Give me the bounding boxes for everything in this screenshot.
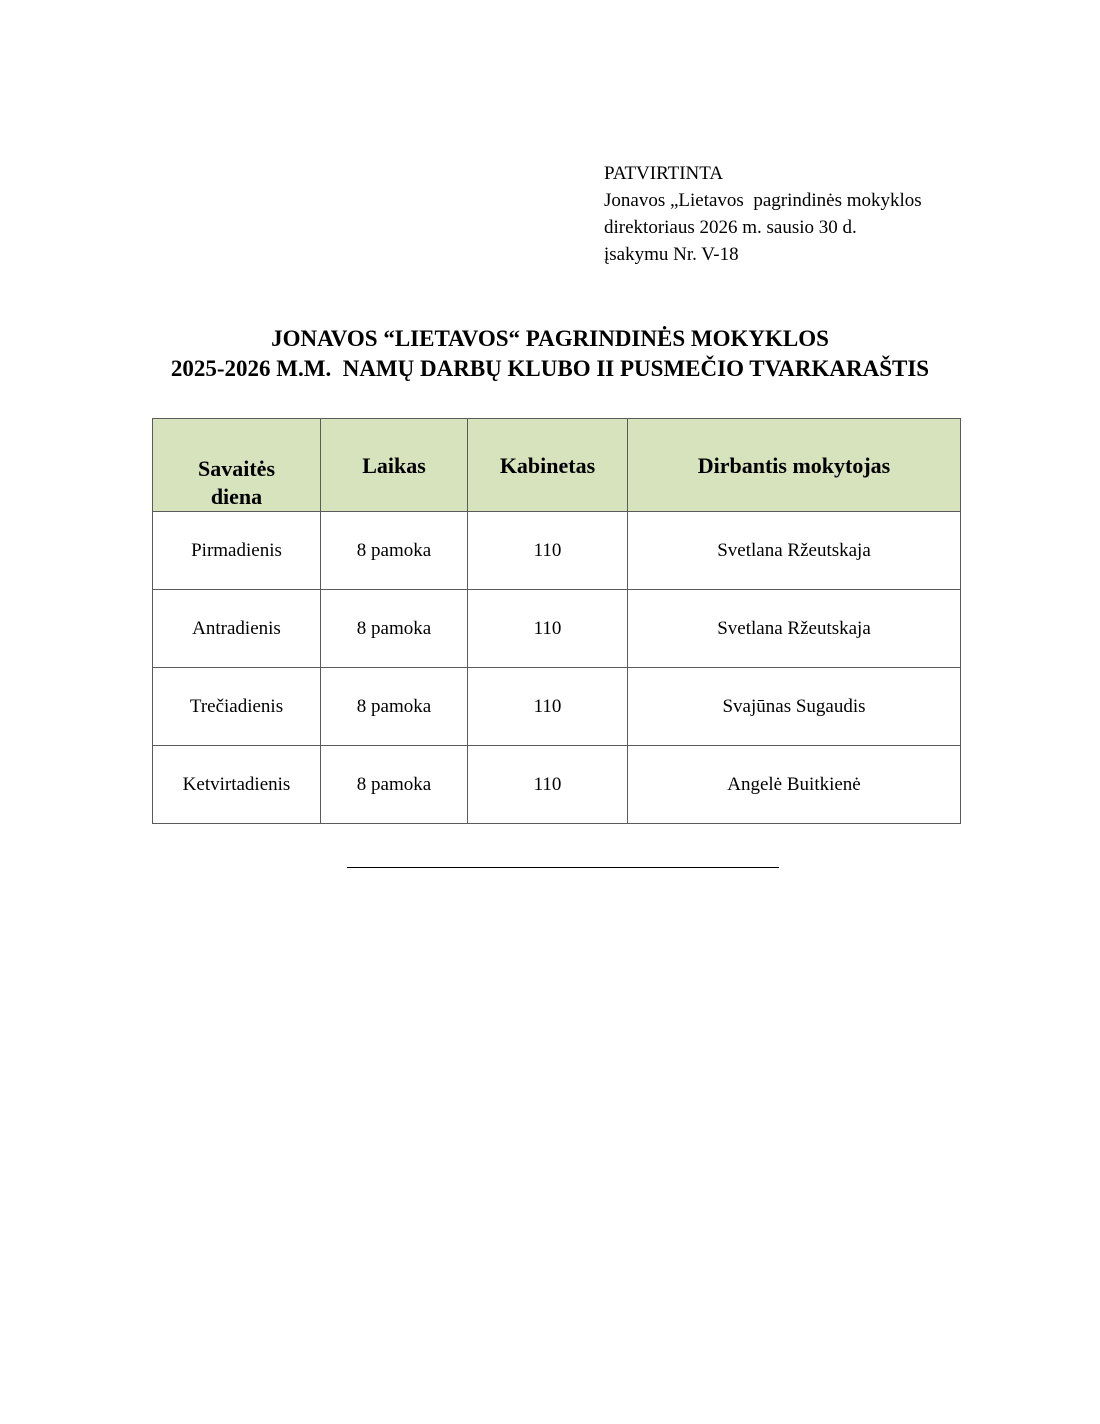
cell-room: 110 — [468, 590, 628, 668]
cell-time: 8 pamoka — [321, 746, 468, 824]
table-row — [153, 590, 961, 668]
cell-time: 8 pamoka — [321, 512, 468, 590]
header-time: Laikas — [321, 419, 468, 512]
cell-teacher: Svetlana Ržeutskaja — [628, 590, 961, 668]
schedule-table — [152, 418, 961, 824]
cell-time: 8 pamoka — [321, 668, 468, 746]
header-day-line-2: diena — [210, 484, 263, 509]
title-line-1: JONAVOS “LIETAVOS“ PAGRINDINĖS MOKYKLOS — [271, 326, 829, 351]
title-line-2: 2025-2026 M.M. NAMŲ DARBŲ KLUBO II PUSMEČIO TVARKARAŠTIS — [170, 356, 930, 381]
approval-line: įsakymu Nr. V-18 — [604, 244, 739, 265]
header-room: Kabinetas — [468, 419, 628, 512]
approval-line: direktoriaus 2026 m. sausio 30 d. — [604, 217, 857, 238]
cell-time: 8 pamoka — [321, 590, 468, 668]
cell-room: 110 — [468, 512, 628, 590]
table-row — [153, 668, 961, 746]
cell-teacher: Angelė Buitkienė — [628, 746, 961, 824]
approval-line: PATVIRTINTA — [604, 163, 724, 184]
cell-day: Trečiadienis — [153, 668, 321, 746]
cell-day: Antradienis — [153, 590, 321, 668]
table-header-row — [153, 419, 961, 512]
approval-block — [604, 160, 922, 268]
cell-day: Ketvirtadienis — [153, 746, 321, 824]
header-teacher: Dirbantis mokytojas — [628, 419, 961, 512]
cell-teacher: Svetlana Ržeutskaja — [628, 512, 961, 590]
approval-line: Jonavos „Lietavos pagrindinės mokyklos — [604, 190, 922, 211]
cell-day: Pirmadienis — [153, 512, 321, 590]
cell-room: 110 — [468, 746, 628, 824]
table-row — [153, 746, 961, 824]
table-row — [153, 512, 961, 590]
document-title — [0, 324, 1100, 384]
cell-teacher: Svajūnas Sugaudis — [628, 668, 961, 746]
cell-room: 110 — [468, 668, 628, 746]
end-divider-line — [347, 867, 779, 868]
header-day-line-1: Savaitės — [198, 456, 275, 481]
header-day — [153, 419, 321, 512]
